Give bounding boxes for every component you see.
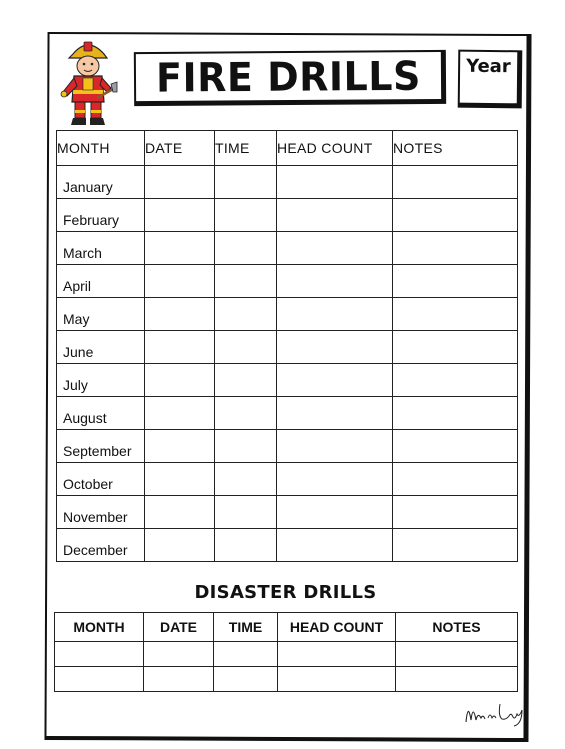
table-row bbox=[57, 463, 518, 496]
month-cell: March bbox=[57, 232, 145, 265]
time-cell[interactable] bbox=[214, 642, 278, 667]
column-header-time: TIME bbox=[214, 613, 278, 642]
date-cell[interactable] bbox=[145, 298, 215, 331]
head-count-cell[interactable] bbox=[277, 364, 393, 397]
year-label: Year bbox=[466, 55, 511, 78]
month-cell: April bbox=[57, 265, 145, 298]
time-cell[interactable] bbox=[215, 298, 277, 331]
notes-cell[interactable] bbox=[393, 298, 518, 331]
notes-cell[interactable] bbox=[393, 166, 518, 199]
head-count-cell[interactable] bbox=[277, 298, 393, 331]
time-cell[interactable] bbox=[214, 667, 278, 692]
column-header-date: DATE bbox=[144, 613, 214, 642]
time-cell[interactable] bbox=[215, 232, 277, 265]
fire-table-header-row bbox=[57, 131, 518, 166]
table-row bbox=[57, 397, 518, 430]
time-cell[interactable] bbox=[215, 265, 277, 298]
date-cell[interactable] bbox=[145, 265, 215, 298]
firefighter-icon bbox=[57, 36, 119, 128]
month-cell: May bbox=[57, 298, 145, 331]
column-header-month: MONTH bbox=[57, 131, 145, 166]
date-cell[interactable] bbox=[145, 397, 215, 430]
column-header-month: MONTH bbox=[55, 613, 144, 642]
month-cell: October bbox=[57, 463, 145, 496]
fire-drill-table bbox=[56, 130, 518, 562]
month-cell: June bbox=[57, 331, 145, 364]
column-header-head-count: HEAD COUNT bbox=[278, 613, 396, 642]
time-cell[interactable] bbox=[215, 529, 277, 562]
notes-cell[interactable] bbox=[393, 529, 518, 562]
month-cell: September bbox=[57, 430, 145, 463]
column-header-time: TIME bbox=[215, 131, 277, 166]
time-cell[interactable] bbox=[215, 166, 277, 199]
date-cell[interactable] bbox=[145, 166, 215, 199]
table-row bbox=[55, 642, 518, 667]
table-row bbox=[57, 364, 518, 397]
time-cell[interactable] bbox=[215, 463, 277, 496]
year-box[interactable] bbox=[458, 50, 523, 109]
table-row bbox=[57, 529, 518, 562]
notes-cell[interactable] bbox=[396, 642, 518, 667]
time-cell[interactable] bbox=[215, 199, 277, 232]
head-count-cell[interactable] bbox=[277, 331, 393, 364]
head-count-cell[interactable] bbox=[277, 199, 393, 232]
notes-cell[interactable] bbox=[393, 199, 518, 232]
head-count-cell[interactable] bbox=[277, 463, 393, 496]
disaster-drills-title: DISASTER DRILLS bbox=[194, 582, 377, 603]
date-cell[interactable] bbox=[144, 642, 214, 667]
notes-cell[interactable] bbox=[393, 232, 518, 265]
month-cell[interactable] bbox=[55, 642, 144, 667]
date-cell[interactable] bbox=[145, 364, 215, 397]
month-cell: December bbox=[57, 529, 145, 562]
month-cell: July bbox=[57, 364, 145, 397]
date-cell[interactable] bbox=[145, 496, 215, 529]
month-cell: February bbox=[57, 199, 145, 232]
head-count-cell[interactable] bbox=[277, 430, 393, 463]
time-cell[interactable] bbox=[215, 430, 277, 463]
notes-cell[interactable] bbox=[393, 364, 518, 397]
time-cell[interactable] bbox=[215, 364, 277, 397]
disaster-table-header-row bbox=[55, 613, 518, 642]
notes-cell[interactable] bbox=[393, 331, 518, 364]
date-cell[interactable] bbox=[144, 667, 214, 692]
time-cell[interactable] bbox=[215, 397, 277, 430]
date-cell[interactable] bbox=[145, 199, 215, 232]
title-banner bbox=[134, 50, 446, 106]
head-count-cell[interactable] bbox=[277, 166, 393, 199]
table-row bbox=[57, 496, 518, 529]
month-cell[interactable] bbox=[55, 667, 144, 692]
notes-cell[interactable] bbox=[393, 430, 518, 463]
table-row bbox=[57, 199, 518, 232]
notes-cell[interactable] bbox=[393, 265, 518, 298]
column-header-notes: NOTES bbox=[396, 613, 518, 642]
page-title: FIRE DRILLS bbox=[155, 52, 422, 101]
notes-cell[interactable] bbox=[396, 667, 518, 692]
column-header-head-count: HEAD COUNT bbox=[277, 131, 393, 166]
month-cell: November bbox=[57, 496, 145, 529]
column-header-date: DATE bbox=[145, 131, 215, 166]
head-count-cell[interactable] bbox=[277, 265, 393, 298]
disaster-drill-table bbox=[54, 612, 518, 692]
head-count-cell[interactable] bbox=[277, 397, 393, 430]
table-row bbox=[55, 667, 518, 692]
table-row bbox=[57, 430, 518, 463]
notes-cell[interactable] bbox=[393, 397, 518, 430]
table-row bbox=[57, 166, 518, 199]
table-row bbox=[57, 232, 518, 265]
time-cell[interactable] bbox=[215, 331, 277, 364]
table-row bbox=[57, 265, 518, 298]
date-cell[interactable] bbox=[145, 430, 215, 463]
head-count-cell[interactable] bbox=[277, 529, 393, 562]
table-row bbox=[57, 331, 518, 364]
head-count-cell[interactable] bbox=[277, 496, 393, 529]
month-cell: January bbox=[57, 166, 145, 199]
head-count-cell[interactable] bbox=[278, 667, 396, 692]
table-row bbox=[57, 298, 518, 331]
column-header-notes: NOTES bbox=[393, 131, 518, 166]
notes-cell[interactable] bbox=[393, 496, 518, 529]
date-cell[interactable] bbox=[145, 529, 215, 562]
time-cell[interactable] bbox=[215, 496, 277, 529]
notes-cell[interactable] bbox=[393, 463, 518, 496]
date-cell[interactable] bbox=[145, 463, 215, 496]
head-count-cell[interactable] bbox=[277, 232, 393, 265]
date-cell[interactable] bbox=[145, 331, 215, 364]
head-count-cell[interactable] bbox=[278, 642, 396, 667]
signature-icon bbox=[462, 698, 526, 728]
date-cell[interactable] bbox=[145, 232, 215, 265]
month-cell: August bbox=[57, 397, 145, 430]
